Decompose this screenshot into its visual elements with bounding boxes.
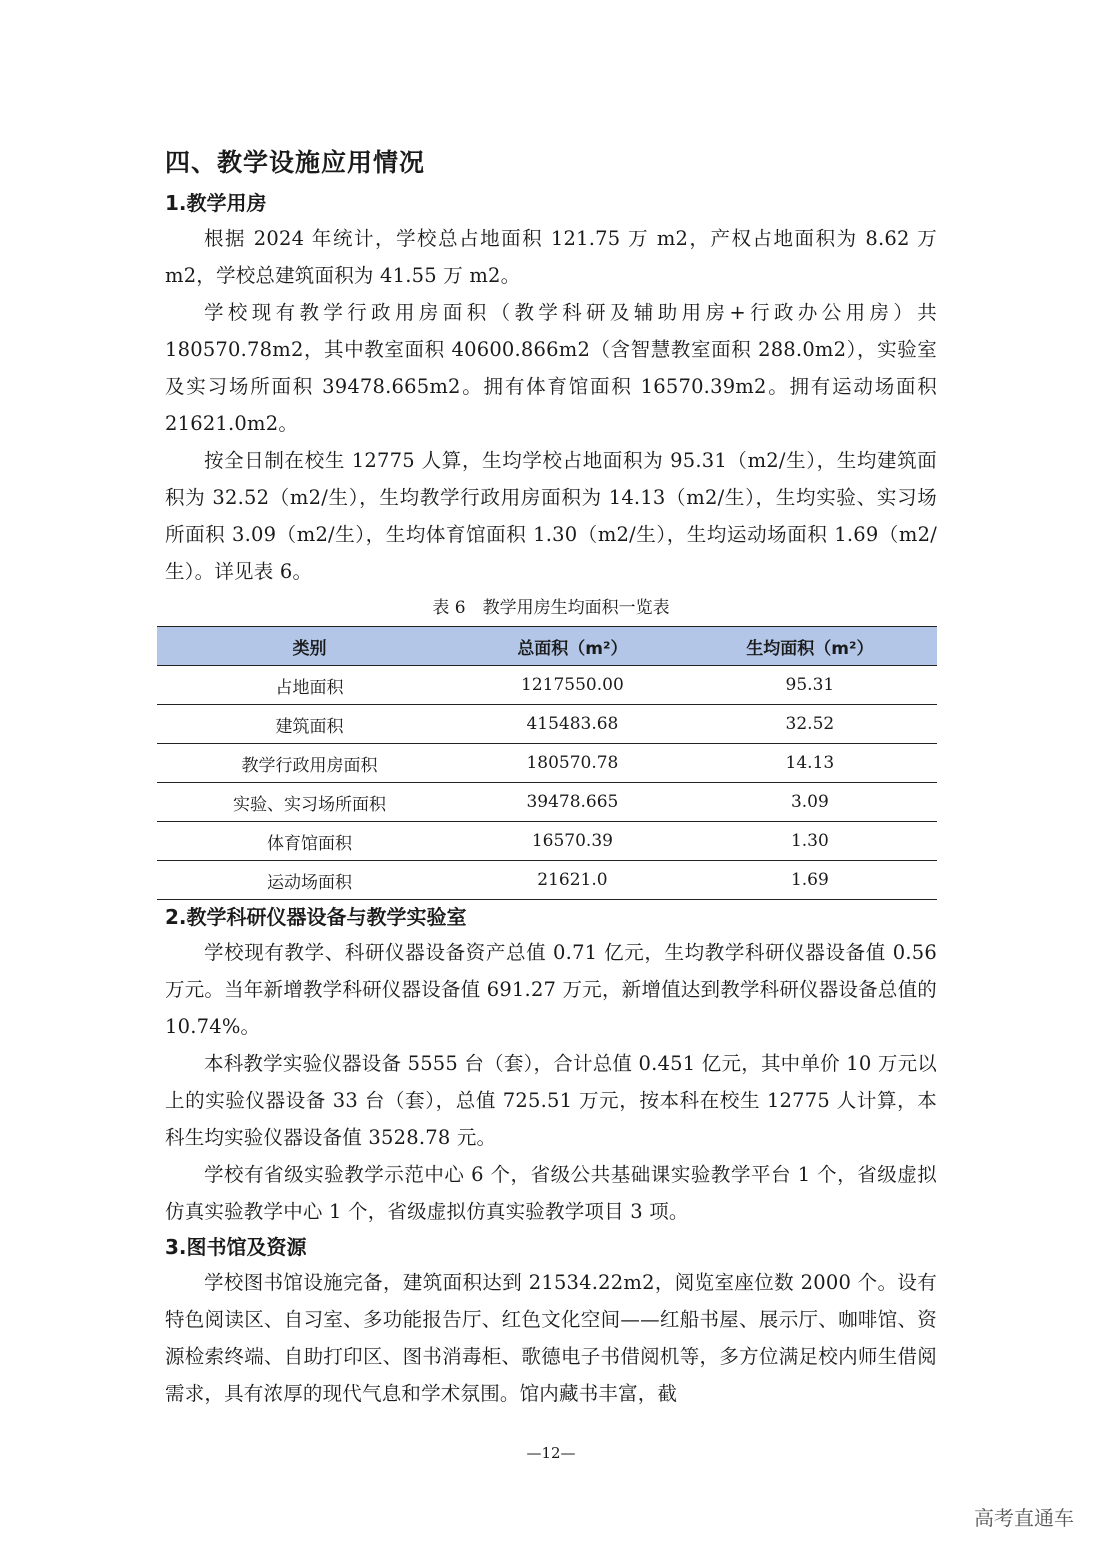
table-row xyxy=(157,822,937,861)
paragraph: 学校现有教学、科研仪器设备资产总值 0.71 亿元，生均教学科研仪器设备值 0.56 万元。当年新增教学科研仪器设备值 691.27 万元，新增值达到教学科研仪器设备总值的 10.74%。 xyxy=(165,941,937,1038)
table-caption: 表 6 教学用房生均面积一览表 xyxy=(432,598,670,618)
table-row xyxy=(157,744,937,783)
table-cell: 21621.0 xyxy=(462,861,683,900)
subsection-title-teaching-rooms: 1.教学用房 xyxy=(165,191,267,215)
table-cell: 1.30 xyxy=(683,822,937,861)
table-header-cell: 生均面积（m²） xyxy=(683,627,937,666)
table-cell: 39478.665 xyxy=(462,783,683,822)
table-cell: 教学行政用房面积 xyxy=(157,744,462,783)
subsection-title-library: 3.图书馆及资源 xyxy=(165,1235,307,1259)
paragraph: 学校有省级实验教学示范中心 6 个，省级公共基础课实验教学平台 1 个，省级虚拟仿真实验教学中心 1 个，省级虚拟仿真实验教学项目 3 项。 xyxy=(165,1163,937,1223)
paragraph: 按全日制在校生 12775 人算，生均学校占地面积为 95.31（m2/生），生均建筑面积为 32.52（m2/生），生均教学行政用房面积为 14.13（m2/生），生均实验、实习场所面积 3.09（m2/生），生均体育馆面积 1.30（m2/生），生均运动场面积 1.69（m2/生）。详见表 6。 xyxy=(165,449,937,583)
table-header-row xyxy=(157,627,937,666)
table-row xyxy=(157,783,937,822)
table-cell: 运动场面积 xyxy=(157,861,462,900)
area-table xyxy=(157,626,937,900)
paragraph: 学校图书馆设施完备，建筑面积达到 21534.22m2，阅览室座位数 2000 个。设有特色阅读区、自习室、多功能报告厅、红色文化空间——红船书屋、展示厅、咖啡馆、资源检索终端、自助打印区、图书消毒柜、歌德电子书借阅机等，多方位满足校内师生借阅需求，具有浓厚的现代气息和学术氛围。馆内藏书丰富，截 xyxy=(165,1271,937,1405)
table-header-cell: 类别 xyxy=(157,627,462,666)
table-cell: 3.09 xyxy=(683,783,937,822)
table-row xyxy=(157,666,937,705)
table-cell: 95.31 xyxy=(683,666,937,705)
table-header-cell: 总面积（m²） xyxy=(462,627,683,666)
section-title: 四、教学设施应用情况 xyxy=(165,148,426,177)
paragraph: 学校现有教学行政用房面积（教学科研及辅助用房+行政办公用房）共 180570.78m2，其中教室面积 40600.866m2（含智慧教室面积 288.0m2），实验室及实习场所面积 39478.665m2。拥有体育馆面积 16570.39m2。拥有运动场面积 21621.0m2。 xyxy=(165,301,937,435)
paragraph: 本科教学实验仪器设备 5555 台（套），合计总值 0.451 亿元，其中单价 10 万元以上的实验仪器设备 33 台（套），总值 725.51 万元，按本科在校生 12775 人计算，本科生均实验仪器设备值 3528.78 元。 xyxy=(165,1052,937,1149)
table-cell: 32.52 xyxy=(683,705,937,744)
table-cell: 占地面积 xyxy=(157,666,462,705)
table-cell: 体育馆面积 xyxy=(157,822,462,861)
watermark: 高考直通车 xyxy=(974,1506,1074,1530)
table-cell: 16570.39 xyxy=(462,822,683,861)
table-cell: 180570.78 xyxy=(462,744,683,783)
table-cell: 415483.68 xyxy=(462,705,683,744)
subsection-title-equipment: 2.教学科研仪器设备与教学实验室 xyxy=(165,905,467,929)
table-cell: 14.13 xyxy=(683,744,937,783)
table-cell: 1217550.00 xyxy=(462,666,683,705)
table-cell: 建筑面积 xyxy=(157,705,462,744)
table-row xyxy=(157,861,937,900)
table-row xyxy=(157,705,937,744)
page-number: —12— xyxy=(526,1444,576,1462)
page-content xyxy=(165,140,937,1412)
paragraph: 根据 2024 年统计，学校总占地面积 121.75 万 m2，产权占地面积为 8.62 万 m2，学校总建筑面积为 41.55 万 m2。 xyxy=(165,227,937,287)
table-cell: 1.69 xyxy=(683,861,937,900)
table-cell: 实验、实习场所面积 xyxy=(157,783,462,822)
